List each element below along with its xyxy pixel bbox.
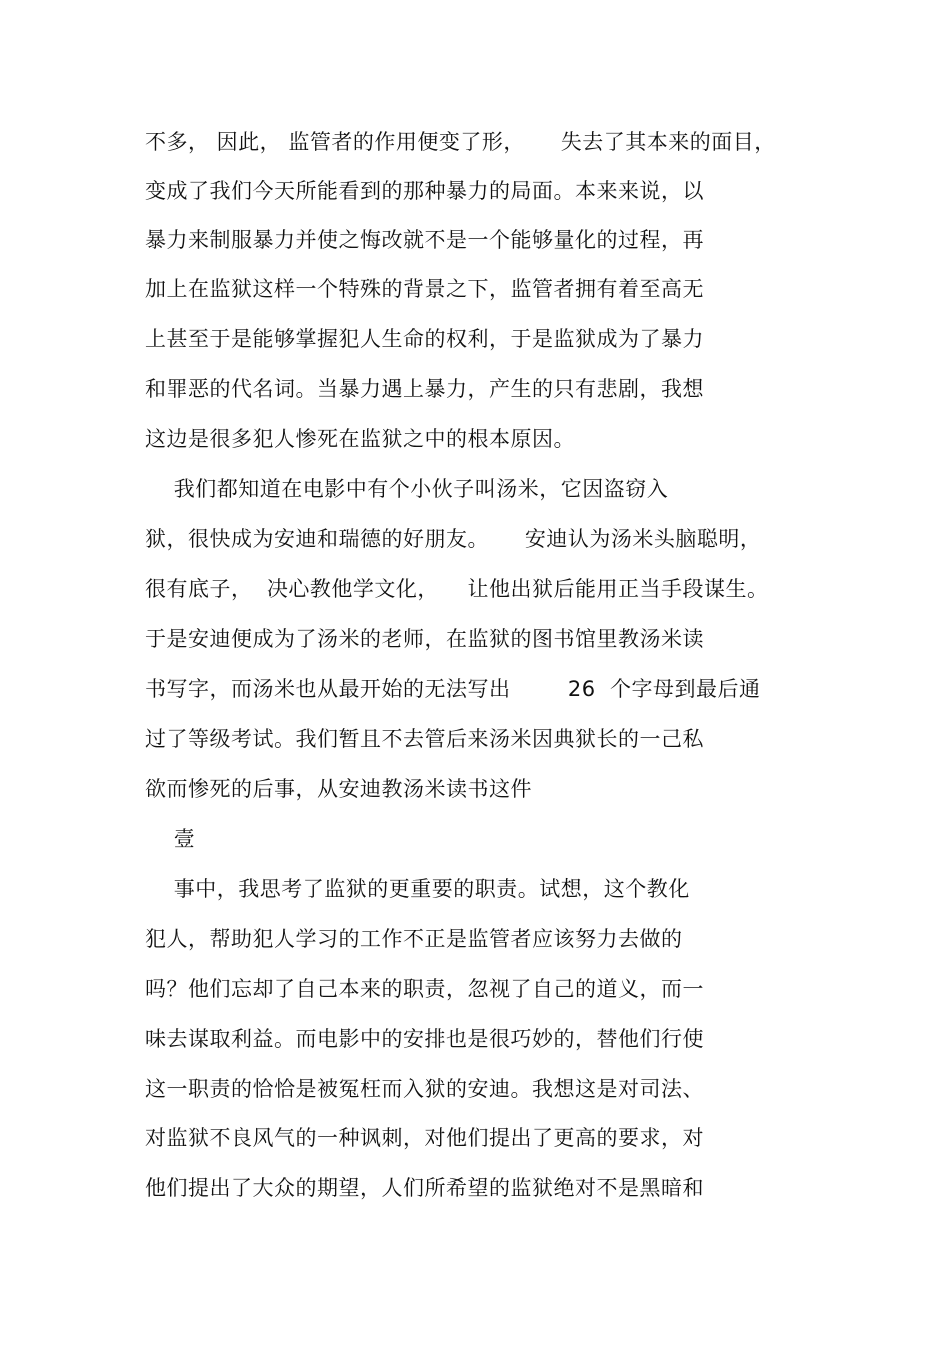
text-line: 对监狱不良风气的一种讽刺，对他们提出了更高的要求，对 bbox=[145, 1126, 704, 1150]
text-line: 吗？他们忘却了自己本来的职责，忽视了自己的道义，而一 bbox=[145, 977, 704, 1001]
text-line: 加上在监狱这样一个特殊的背景之下，监管者拥有着至高无 bbox=[145, 277, 704, 301]
text-line: 犯人，帮助犯人学习的工作不正是监管者应该努力去做的 bbox=[145, 927, 683, 951]
text-line: 狱，很快成为安迪和瑞德的好朋友。 安迪认为汤米头脑聪明， bbox=[145, 527, 762, 551]
text-line: 我们都知道在电影中有个小伙子叫汤米，它因盗窃入 bbox=[145, 477, 669, 501]
text-line: 上甚至于是能够掌握犯人生命的权利，于是监狱成为了暴力 bbox=[145, 327, 704, 351]
text-line: 和罪恶的代名词。当暴力遇上暴力，产生的只有悲剧，我想 bbox=[145, 377, 704, 401]
text-line: 这边是很多犯人惨死在监狱之中的根本原因。 bbox=[145, 427, 575, 451]
text-line: 很有底子， 决心教他学文化， 让他出狱后能用正当手段谋生。 bbox=[145, 577, 769, 601]
text-line: 书写字，而汤米也从最开始的无法写出 26 个字母到最后通 bbox=[145, 677, 761, 701]
text-line: 过了等级考试。我们暂且不去管后来汤米因典狱长的一己私 bbox=[145, 727, 704, 751]
text-line: 味去谋取利益。而电影中的安排也是很巧妙的，替他们行使 bbox=[145, 1027, 704, 1051]
text-line: 不多， 因此， 监管者的作用便变了形， 失去了其本来的面目， bbox=[145, 130, 776, 154]
text-line: 这一职责的恰恰是被冤枉而入狱的安迪。我想这是对司法、 bbox=[145, 1077, 704, 1101]
text-line: 暴力来制服暴力并使之悔改就不是一个能够量化的过程，再 bbox=[145, 228, 704, 252]
text-line: 变成了我们今天所能看到的那种暴力的局面。本来来说，以 bbox=[145, 179, 704, 203]
text-line: 欲而惨死的后事，从安迪教汤米读书这件 bbox=[145, 777, 532, 801]
text-line: 壹 bbox=[145, 827, 196, 851]
text-line: 他们提出了大众的期望，人们所希望的监狱绝对不是黑暗和 bbox=[145, 1176, 704, 1200]
text-line: 事中，我思考了监狱的更重要的职责。试想，这个教化 bbox=[145, 877, 690, 901]
text-line: 于是安迪便成为了汤米的老师，在监狱的图书馆里教汤米读 bbox=[145, 627, 704, 651]
